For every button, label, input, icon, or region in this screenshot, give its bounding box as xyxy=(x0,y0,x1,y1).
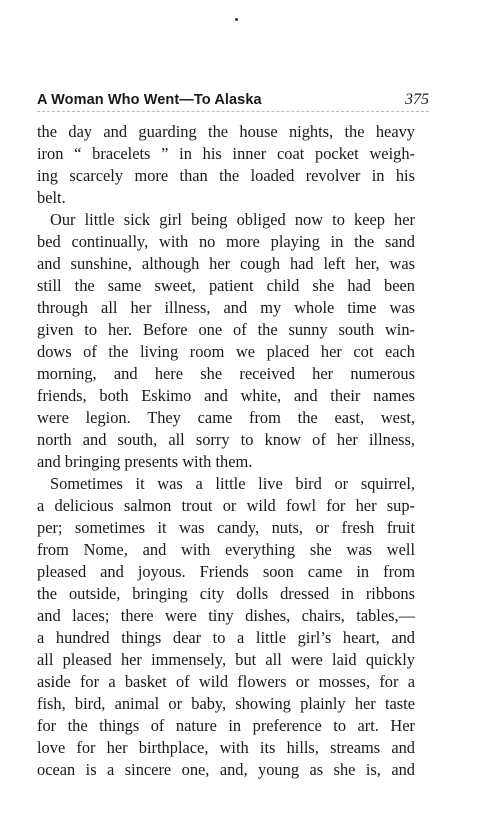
text-line: and bringing presents with them. xyxy=(37,452,253,471)
text-line: the outside, bringing city dolls dressed in ribbons xyxy=(37,584,415,603)
text-line: a delicious salmon trout or wild fowl for her sup- xyxy=(37,496,415,515)
text-line: for the things of nature in preference to art. Her xyxy=(37,716,415,735)
text-line: Sometimes it was a little live bird or squirrel, xyxy=(50,474,415,493)
text-line: per; sometimes it was candy, nuts, or fresh fruit xyxy=(37,518,415,537)
text-line: given to her. Before one of the sunny south win- xyxy=(37,320,415,339)
page-number: 375 xyxy=(405,91,429,108)
text-line: Our little sick girl being obliged now to keep her xyxy=(50,210,415,229)
text-line: north and south, all sorry to know of her illness, xyxy=(37,430,415,449)
text-line: ing scarcely more than the loaded revolver in his xyxy=(37,166,415,185)
text-line: from Nome, and with everything she was well xyxy=(37,540,415,559)
text-line: morning, and here she received her numerous xyxy=(37,364,415,383)
text-line: belt. xyxy=(37,188,66,207)
text-line: ocean is a sincere one, and, young as she is, and xyxy=(37,760,415,779)
header-rule xyxy=(37,111,429,112)
text-line: bed continually, with no more playing in the sand xyxy=(37,232,415,251)
print-speck xyxy=(235,18,238,21)
text-line: friends, both Eskimo and white, and their names xyxy=(37,386,415,405)
text-line: through all her illness, and my whole time was xyxy=(37,298,415,317)
text-line: dows of the living room we placed her cot each xyxy=(37,342,415,361)
running-head: A Woman Who Went—To Alaska xyxy=(37,92,262,108)
page-header xyxy=(37,90,429,112)
text-line: aside for a basket of wild flowers or mosses, for a xyxy=(37,672,415,691)
text-line: and sunshine, although her cough had left her, was xyxy=(37,254,415,273)
text-line: and laces; there were tiny dishes, chairs, tables,— xyxy=(37,606,415,625)
text-line: were legion. They came from the east, west, xyxy=(37,408,415,427)
text-line: love for her birthplace, with its hills, streams and xyxy=(37,738,415,757)
text-line: still the same sweet, patient child she had been xyxy=(37,276,415,295)
text-line: iron “ bracelets ” in his inner coat pocket weigh- xyxy=(37,144,415,163)
body-text xyxy=(37,121,415,781)
text-line: fish, bird, animal or baby, showing plainly her taste xyxy=(37,694,415,713)
text-line: the day and guarding the house nights, the heavy xyxy=(37,122,415,141)
text-line: a hundred things dear to a little girl’s heart, and xyxy=(37,628,415,647)
text-line: pleased and joyous. Friends soon came in from xyxy=(37,562,415,581)
text-line: all pleased her immensely, but all were laid quickly xyxy=(37,650,415,669)
